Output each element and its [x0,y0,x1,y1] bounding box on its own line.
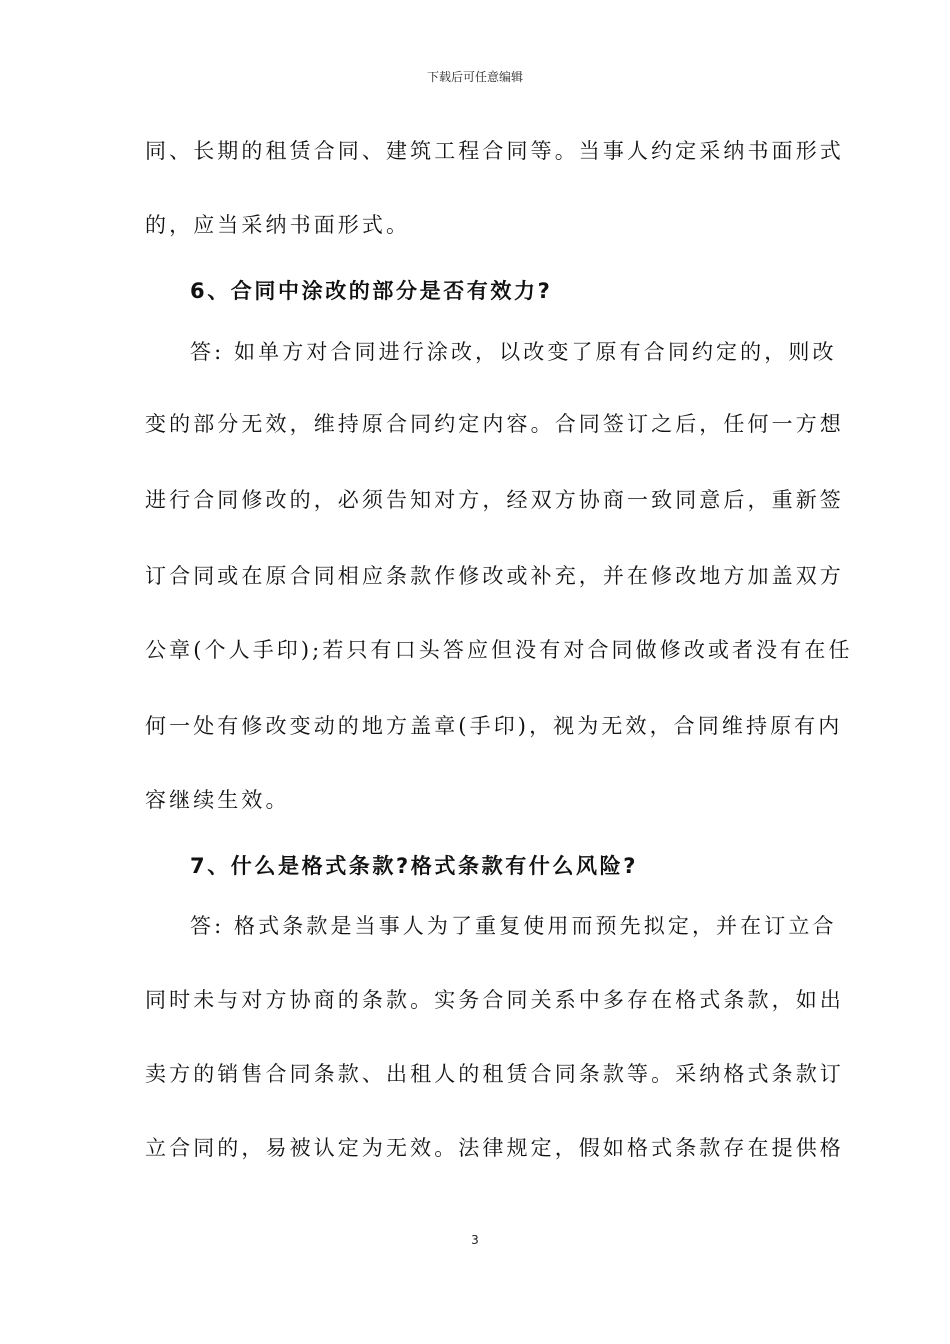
page-number: 3 [471,1233,479,1247]
body-text-line: 订合同或在原合同相应条款作修改或补充，并在修改地方加盖双方 [145,564,844,588]
question-heading: 6、合同中涂改的部分是否有效力? [190,279,553,303]
body-text-line: 何一处有修改变动的地方盖章(手印)，视为无效，合同维持原有内 [145,714,843,738]
answer-text-line: 答: 格式条款是当事人为了重复使用而预先拟定，并在订立合 [190,914,837,938]
body-text-line: 同时未与对方协商的条款。实务合同关系中多存在格式条款，如出 [145,988,844,1012]
question-heading: 7、什么是格式条款?格式条款有什么风险? [190,854,638,878]
body-text-line: 变的部分无效，维持原合同约定内容。合同签订之后，任何一方想 [145,412,844,436]
body-text-line: 同、长期的租赁合同、建筑工程合同等。当事人约定采纳书面形式 [145,139,844,163]
body-text-line: 立合同的，易被认定为无效。法律规定，假如格式条款存在提供格 [145,1136,844,1160]
body-text-line: 卖方的销售合同条款、出租人的租赁合同条款等。采纳格式条款订 [145,1062,844,1086]
body-text-line: 进行合同修改的，必须告知对方，经双方协商一致同意后，重新签 [145,488,844,512]
body-text-line: 容继续生效。 [145,788,290,812]
page-header: 下载后可任意编辑 [426,70,523,84]
body-text-line: 公章(个人手印);若只有口头答应但没有对合同做修改或者没有在任 [145,638,853,662]
body-text-line: 的，应当采纳书面形式。 [145,213,411,237]
answer-text-line: 答: 如单方对合同进行涂改，以改变了原有合同约定的，则改 [190,340,837,364]
